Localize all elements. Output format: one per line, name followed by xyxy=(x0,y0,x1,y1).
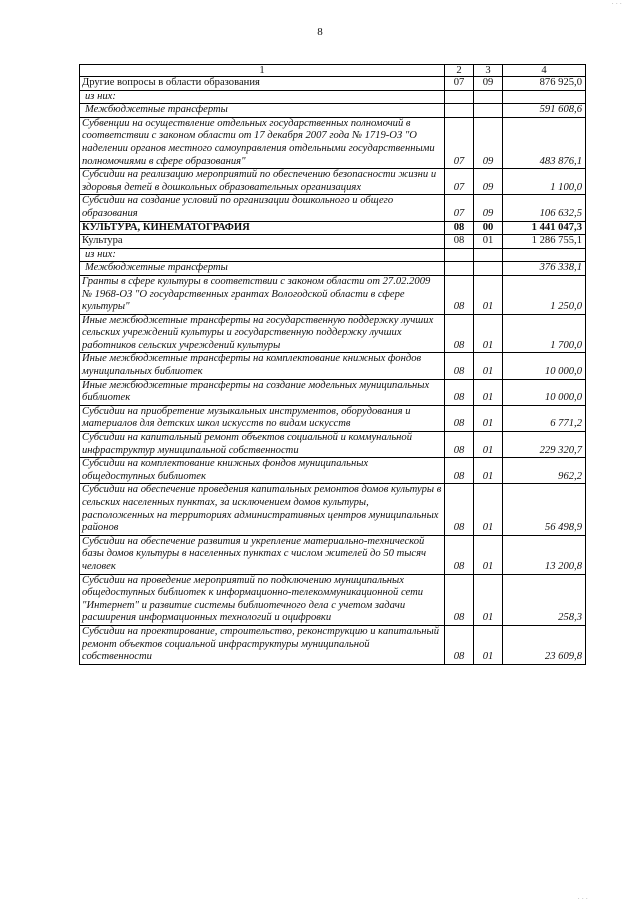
table-row xyxy=(80,379,586,405)
row-name-cell: Субсидии на обеспечение проведения капитальных ремонтов домов культуры в сельских населенных пунктах, за исключением домов культуры, расположенных на территориях административных центров муниципальных районов xyxy=(80,484,445,535)
row-amount-cell: 1 100,0 xyxy=(503,169,586,195)
row-section-cell: 08 xyxy=(445,458,474,484)
row-subsection-cell: 09 xyxy=(474,117,503,168)
row-amount-cell: 962,2 xyxy=(503,458,586,484)
row-section-cell: 08 xyxy=(445,574,474,625)
row-subsection-cell: 01 xyxy=(474,235,503,249)
row-subsection-cell: 01 xyxy=(474,379,503,405)
row-amount-cell: 10 000,0 xyxy=(503,353,586,379)
row-amount-cell: 1 700,0 xyxy=(503,314,586,353)
table-body xyxy=(80,77,586,665)
row-subsection-cell: 01 xyxy=(474,275,503,314)
row-section-cell: 08 xyxy=(445,625,474,664)
row-subsection-cell xyxy=(474,90,503,104)
row-section-cell: 07 xyxy=(445,169,474,195)
table-row xyxy=(80,235,586,249)
row-amount-cell: 258,3 xyxy=(503,574,586,625)
table-row xyxy=(80,353,586,379)
header-col-2: 2 xyxy=(445,65,474,77)
row-subsection-cell: 09 xyxy=(474,169,503,195)
row-amount-cell: 1 250,0 xyxy=(503,275,586,314)
row-subsection-cell xyxy=(474,248,503,262)
scan-corner-mark-bottom: · · · xyxy=(577,895,588,903)
row-amount-cell: 13 200,8 xyxy=(503,535,586,574)
row-section-cell: 08 xyxy=(445,405,474,431)
row-subsection-cell: 01 xyxy=(474,432,503,458)
row-section-cell xyxy=(445,262,474,276)
row-section-cell: 07 xyxy=(445,195,474,221)
table-row xyxy=(80,275,586,314)
row-subsection-cell: 01 xyxy=(474,535,503,574)
row-section-cell: 08 xyxy=(445,221,474,235)
table-row xyxy=(80,195,586,221)
row-amount-cell: 10 000,0 xyxy=(503,379,586,405)
table-row xyxy=(80,625,586,664)
budget-table xyxy=(79,64,586,665)
table-row xyxy=(80,432,586,458)
row-subsection-cell: 01 xyxy=(474,458,503,484)
row-name-cell: Субсидии на проектирование, строительство, реконструкцию и капитальный ремонт объектов социальной инфраструктуры муниципальной собственности xyxy=(80,625,445,664)
row-subsection-cell: 09 xyxy=(474,77,503,91)
row-subsection-cell: 00 xyxy=(474,221,503,235)
row-amount-cell: 6 771,2 xyxy=(503,405,586,431)
row-section-cell xyxy=(445,104,474,118)
row-name-cell: КУЛЬТУРА, КИНЕМАТОГРАФИЯ xyxy=(80,221,445,235)
row-name-cell: из них: xyxy=(80,248,445,262)
table-header-row xyxy=(80,65,586,77)
row-subsection-cell: 01 xyxy=(474,314,503,353)
row-name-cell: Другие вопросы в области образования xyxy=(80,77,445,91)
row-amount-cell: 229 320,7 xyxy=(503,432,586,458)
row-name-cell: Субвенции на осуществление отдельных государственных полномочий в соответствии с законом области от 17 декабря 2007 года № 1719-ОЗ "О наделении органов местного самоуправления отдельными государственными полномочиями в сфере образования" xyxy=(80,117,445,168)
row-amount-cell: 376 338,1 xyxy=(503,262,586,276)
row-amount-cell: 56 498,9 xyxy=(503,484,586,535)
row-section-cell: 08 xyxy=(445,314,474,353)
page-number: 8 xyxy=(317,26,323,38)
row-section-cell: 08 xyxy=(445,484,474,535)
table-row xyxy=(80,221,586,235)
row-section-cell: 08 xyxy=(445,235,474,249)
row-amount-cell: 876 925,0 xyxy=(503,77,586,91)
header-col-1: 1 xyxy=(80,65,445,77)
table-row xyxy=(80,117,586,168)
row-section-cell: 08 xyxy=(445,275,474,314)
row-section-cell: 08 xyxy=(445,432,474,458)
row-name-cell: Культура xyxy=(80,235,445,249)
row-subsection-cell: 09 xyxy=(474,195,503,221)
row-subsection-cell: 01 xyxy=(474,625,503,664)
row-subsection-cell xyxy=(474,104,503,118)
row-name-cell: Субсидии на приобретение музыкальных инструментов, оборудования и материалов для детских школ искусств по видам искусств xyxy=(80,405,445,431)
row-name-cell: Субсидии на проведение мероприятий по подключению муниципальных общедоступных библиотек к информационно-телекоммуникационной сети "Интернет" и развитие системы библиотечного дела с учетом задачи расширения информационных технологий и оцифровки xyxy=(80,574,445,625)
table-row xyxy=(80,574,586,625)
row-section-cell xyxy=(445,248,474,262)
row-section-cell: 08 xyxy=(445,535,474,574)
table-row xyxy=(80,262,586,276)
table-row xyxy=(80,248,586,262)
row-amount-cell xyxy=(503,248,586,262)
row-amount-cell: 23 609,8 xyxy=(503,625,586,664)
table-row xyxy=(80,90,586,104)
table-row xyxy=(80,169,586,195)
row-amount-cell: 483 876,1 xyxy=(503,117,586,168)
table-row xyxy=(80,484,586,535)
row-amount-cell: 591 608,6 xyxy=(503,104,586,118)
row-name-cell: Иные межбюджетные трансферты на комплектование книжных фондов муниципальных библиотек xyxy=(80,353,445,379)
row-section-cell: 07 xyxy=(445,77,474,91)
table-row xyxy=(80,458,586,484)
row-name-cell: Субсидии на создание условий по организации дошкольного и общего образования xyxy=(80,195,445,221)
table-row xyxy=(80,405,586,431)
row-name-cell: Субсидии на комплектование книжных фондов муниципальных общедоступных библиотек xyxy=(80,458,445,484)
row-subsection-cell: 01 xyxy=(474,353,503,379)
row-amount-cell: 1 441 047,3 xyxy=(503,221,586,235)
row-name-cell: Иные межбюджетные трансферты на государственную поддержку лучших сельских учреждений культуры и государственную поддержку лучших работников сельских учреждений культуры xyxy=(80,314,445,353)
header-col-3: 3 xyxy=(474,65,503,77)
header-col-4: 4 xyxy=(503,65,586,77)
table-row xyxy=(80,314,586,353)
row-section-cell xyxy=(445,90,474,104)
row-name-cell: Иные межбюджетные трансферты на создание модельных муниципальных библиотек xyxy=(80,379,445,405)
row-name-cell: Субсидии на реализацию мероприятий по обеспечению безопасности жизни и здоровья детей в дошкольных образовательных организациях xyxy=(80,169,445,195)
row-amount-cell xyxy=(503,90,586,104)
row-amount-cell: 106 632,5 xyxy=(503,195,586,221)
row-name-cell: Субсидии на обеспечение развития и укрепление материально-технической базы домов культуры в населенных пунктах с числом жителей до 50 тысяч человек xyxy=(80,535,445,574)
table-row xyxy=(80,535,586,574)
scan-corner-mark: · · · xyxy=(611,0,622,8)
row-subsection-cell: 01 xyxy=(474,405,503,431)
row-name-cell: Межбюджетные трансферты xyxy=(80,104,445,118)
table-row xyxy=(80,104,586,118)
row-subsection-cell xyxy=(474,262,503,276)
table-row xyxy=(80,77,586,91)
row-amount-cell: 1 286 755,1 xyxy=(503,235,586,249)
row-subsection-cell: 01 xyxy=(474,574,503,625)
row-section-cell: 08 xyxy=(445,379,474,405)
row-subsection-cell: 01 xyxy=(474,484,503,535)
row-name-cell: Гранты в сфере культуры в соответствии с законом области от 27.02.2009 № 1968-ОЗ "О государственных грантах Вологодской области в сфере культуры" xyxy=(80,275,445,314)
row-name-cell: Межбюджетные трансферты xyxy=(80,262,445,276)
row-name-cell: Субсидии на капитальный ремонт объектов социальной и коммунальной инфраструктур муниципальной собственности xyxy=(80,432,445,458)
row-section-cell: 07 xyxy=(445,117,474,168)
row-section-cell: 08 xyxy=(445,353,474,379)
row-name-cell: из них: xyxy=(80,90,445,104)
